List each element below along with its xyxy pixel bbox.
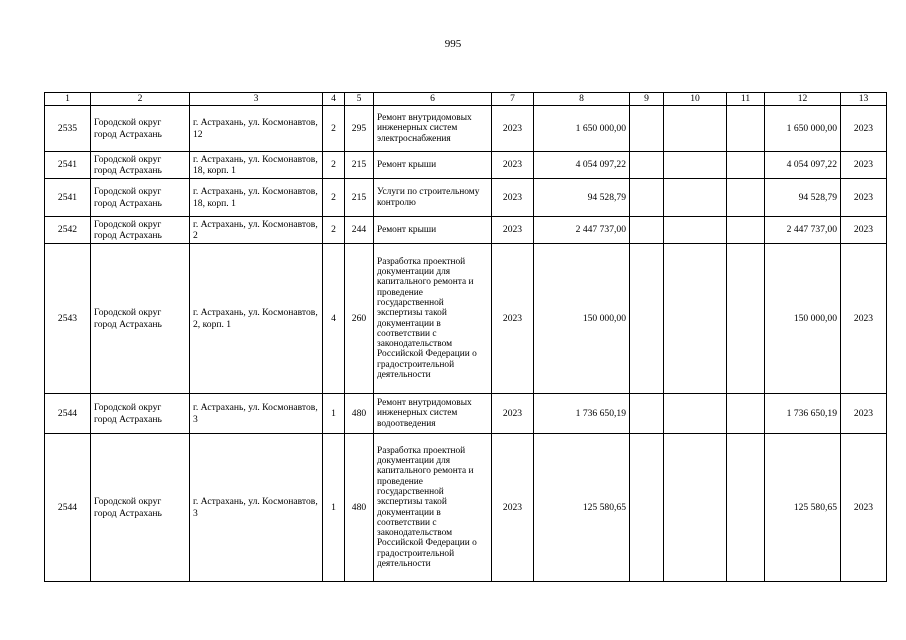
work-type: Ремонт крыши: [374, 152, 492, 179]
empty-cell: [727, 434, 765, 582]
table-row: [45, 179, 887, 217]
empty-cell: [727, 152, 765, 179]
column-header: 13: [841, 93, 887, 106]
completion-year: 2023: [841, 434, 887, 582]
total-amount: 125 580,65: [765, 434, 841, 582]
row-number: 2544: [45, 394, 91, 434]
empty-cell: [727, 217, 765, 244]
year: 2023: [492, 106, 534, 152]
total-amount: 1 650 000,00: [765, 106, 841, 152]
municipality: Городской округ город Астрахань: [91, 152, 190, 179]
building-code: 244: [345, 217, 374, 244]
empty-cell: [630, 394, 664, 434]
empty-cell: [727, 394, 765, 434]
municipality: Городской округ город Астрахань: [91, 434, 190, 582]
column-header: 9: [630, 93, 664, 106]
address: г. Астрахань, ул. Космонавтов, 3: [190, 394, 323, 434]
table-row: [45, 434, 887, 582]
empty-cell: [727, 179, 765, 217]
table-row: [45, 152, 887, 179]
cost-amount: 94 528,79: [534, 179, 630, 217]
row-number: 2543: [45, 244, 91, 394]
column-header: 5: [345, 93, 374, 106]
column-header: 4: [323, 93, 345, 106]
column-header: 8: [534, 93, 630, 106]
year: 2023: [492, 244, 534, 394]
column-header: 3: [190, 93, 323, 106]
entrances-count: 2: [323, 152, 345, 179]
page-number: 995: [444, 38, 462, 50]
building-code: 260: [345, 244, 374, 394]
completion-year: 2023: [841, 394, 887, 434]
total-amount: 94 528,79: [765, 179, 841, 217]
capital-repair-table: [44, 92, 887, 582]
empty-cell: [664, 244, 727, 394]
address: г. Астрахань, ул. Космонавтов, 12: [190, 106, 323, 152]
year: 2023: [492, 152, 534, 179]
municipality: Городской округ город Астрахань: [91, 394, 190, 434]
table-body: [45, 106, 887, 582]
empty-cell: [630, 152, 664, 179]
empty-cell: [664, 106, 727, 152]
column-header: 11: [727, 93, 765, 106]
year: 2023: [492, 434, 534, 582]
empty-cell: [727, 244, 765, 394]
completion-year: 2023: [841, 106, 887, 152]
empty-cell: [664, 434, 727, 582]
municipality: Городской округ город Астрахань: [91, 244, 190, 394]
column-header: 1: [45, 93, 91, 106]
row-number: 2535: [45, 106, 91, 152]
table-row: [45, 244, 887, 394]
empty-cell: [630, 217, 664, 244]
total-amount: 4 054 097,22: [765, 152, 841, 179]
cost-amount: 1 650 000,00: [534, 106, 630, 152]
building-code: 295: [345, 106, 374, 152]
address: г. Астрахань, ул. Космонавтов, 3: [190, 434, 323, 582]
column-header: 2: [91, 93, 190, 106]
empty-cell: [630, 179, 664, 217]
completion-year: 2023: [841, 244, 887, 394]
table-row: [45, 106, 887, 152]
cost-amount: 4 054 097,22: [534, 152, 630, 179]
empty-cell: [664, 217, 727, 244]
empty-cell: [727, 106, 765, 152]
entrances-count: 4: [323, 244, 345, 394]
completion-year: 2023: [841, 152, 887, 179]
completion-year: 2023: [841, 217, 887, 244]
table-row: [45, 394, 887, 434]
row-number: 2541: [45, 179, 91, 217]
column-header: 12: [765, 93, 841, 106]
work-type: Ремонт внутридомовых инженерных систем водоотведения: [374, 394, 492, 434]
cost-amount: 2 447 737,00: [534, 217, 630, 244]
table-row: [45, 217, 887, 244]
building-code: 215: [345, 179, 374, 217]
building-code: 215: [345, 152, 374, 179]
column-header: 10: [664, 93, 727, 106]
total-amount: 2 447 737,00: [765, 217, 841, 244]
total-amount: 150 000,00: [765, 244, 841, 394]
empty-cell: [630, 434, 664, 582]
entrances-count: 2: [323, 179, 345, 217]
year: 2023: [492, 217, 534, 244]
entrances-count: 2: [323, 106, 345, 152]
building-code: 480: [345, 394, 374, 434]
empty-cell: [630, 106, 664, 152]
column-header: 6: [374, 93, 492, 106]
address: г. Астрахань, ул. Космонавтов, 2: [190, 217, 323, 244]
municipality: Городской округ город Астрахань: [91, 217, 190, 244]
building-code: 480: [345, 434, 374, 582]
column-number-row: [45, 93, 887, 106]
work-type: Разработка проектной документации для капитального ремонта и проведение государственной экспертизы такой документации в соответствии с законодательством Российской Федерации о градостроительной деятельности: [374, 244, 492, 394]
total-amount: 1 736 650,19: [765, 394, 841, 434]
work-type: Ремонт внутридомовых инженерных систем электроснабжения: [374, 106, 492, 152]
cost-amount: 1 736 650,19: [534, 394, 630, 434]
address: г. Астрахань, ул. Космонавтов, 18, корп. 1: [190, 179, 323, 217]
cost-amount: 150 000,00: [534, 244, 630, 394]
work-type: Ремонт крыши: [374, 217, 492, 244]
empty-cell: [630, 244, 664, 394]
municipality: Городской округ город Астрахань: [91, 106, 190, 152]
entrances-count: 1: [323, 394, 345, 434]
column-header: 7: [492, 93, 534, 106]
work-type: Услуги по строительному контролю: [374, 179, 492, 217]
row-number: 2542: [45, 217, 91, 244]
entrances-count: 2: [323, 217, 345, 244]
municipality: Городской округ город Астрахань: [91, 179, 190, 217]
year: 2023: [492, 179, 534, 217]
empty-cell: [664, 152, 727, 179]
row-number: 2544: [45, 434, 91, 582]
address: г. Астрахань, ул. Космонавтов, 2, корп. 1: [190, 244, 323, 394]
entrances-count: 1: [323, 434, 345, 582]
work-type: Разработка проектной документации для капитального ремонта и проведение государственной экспертизы такой документации в соответствии с законодательством Российской Федерации о градостроительной деятельности: [374, 434, 492, 582]
empty-cell: [664, 179, 727, 217]
completion-year: 2023: [841, 179, 887, 217]
row-number: 2541: [45, 152, 91, 179]
cost-amount: 125 580,65: [534, 434, 630, 582]
address: г. Астрахань, ул. Космонавтов, 18, корп. 1: [190, 152, 323, 179]
year: 2023: [492, 394, 534, 434]
empty-cell: [664, 394, 727, 434]
